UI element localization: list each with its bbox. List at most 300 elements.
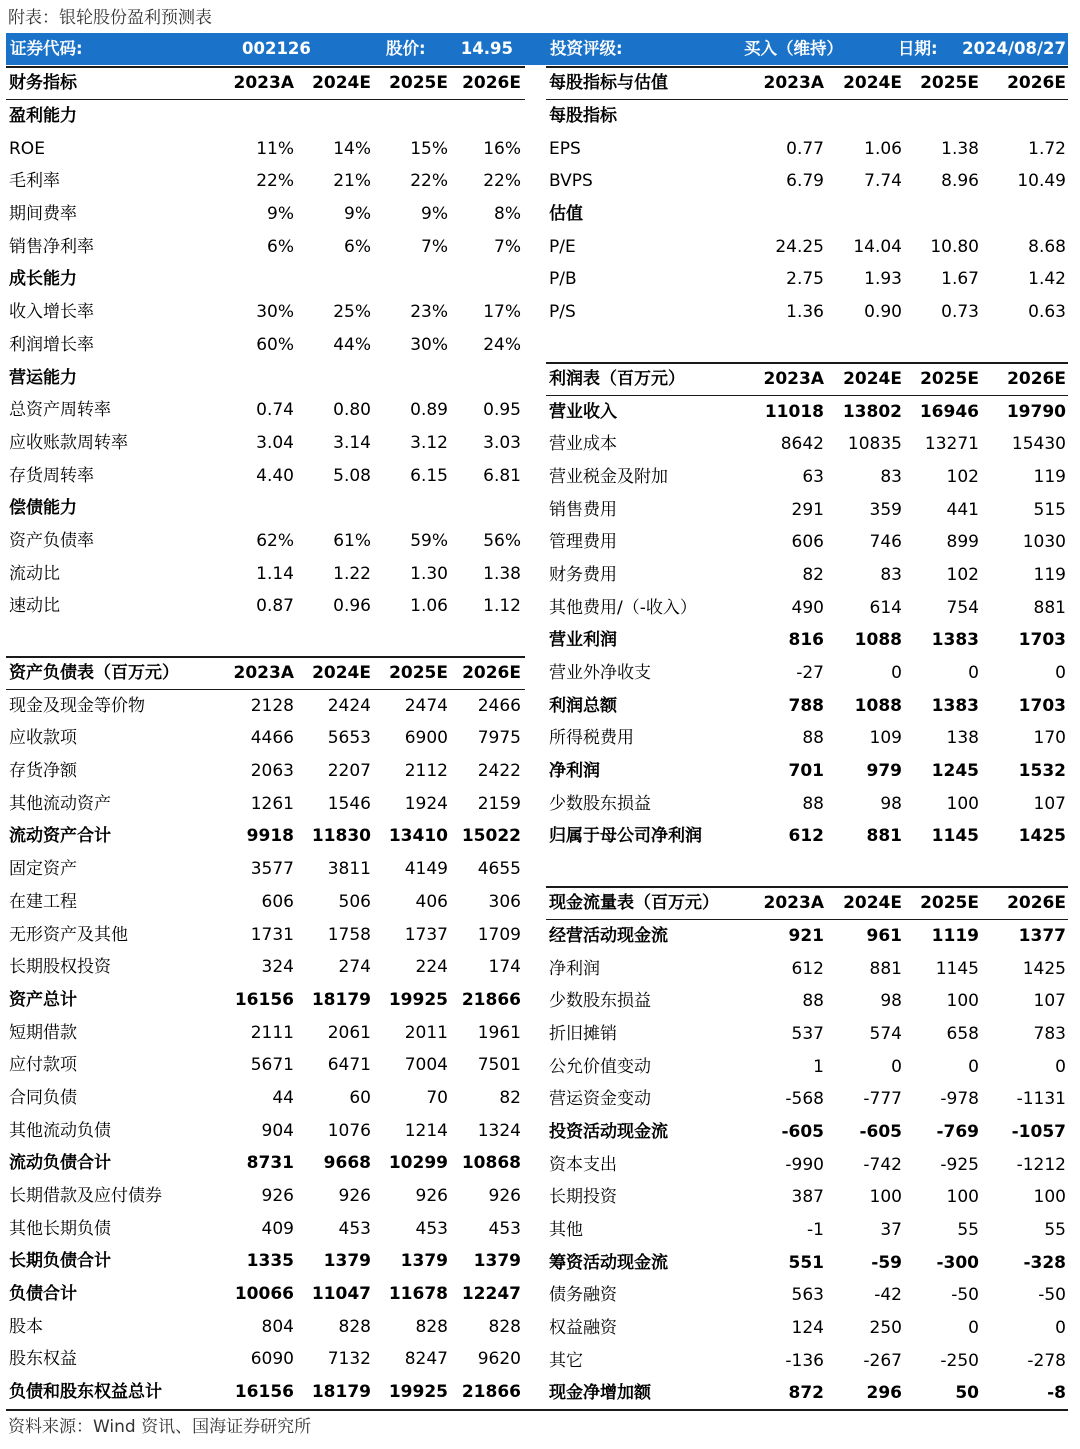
cell-col-3: 138	[946, 728, 979, 749]
investment-rating: 买入（维持）	[744, 39, 843, 58]
table-row	[546, 428, 1068, 461]
cell-col-4: 1379	[473, 1251, 521, 1272]
cell-col-4: 100	[1033, 1187, 1066, 1208]
cell-col-3: 30%	[410, 334, 448, 355]
cell-col-4: 7%	[494, 236, 521, 257]
table-row	[546, 592, 1068, 625]
cell-col-1: 44	[272, 1087, 294, 1108]
table-row	[546, 1083, 1068, 1116]
table-row	[546, 920, 1068, 953]
row-label: 合同负债	[9, 1087, 77, 1108]
row-label: 所得税费用	[549, 728, 634, 749]
cell-col-3: 0	[968, 1318, 979, 1339]
cell-col-1: -1	[807, 1220, 824, 1240]
cell-col-4: 19790	[1006, 401, 1066, 422]
table-row	[6, 1082, 525, 1115]
row-label: 现金流量表（百万元）	[549, 892, 719, 913]
table-row	[6, 165, 525, 198]
cell-col-3: -300	[936, 1252, 979, 1273]
table-header-row	[546, 362, 1068, 396]
cell-col-3: 13271	[924, 434, 979, 455]
cell-col-2: 828	[338, 1316, 371, 1337]
cell-col-4: 16%	[483, 138, 521, 159]
cell-col-1: 606	[791, 532, 824, 553]
cell-col-2: 2424	[327, 695, 371, 716]
spacer-row	[546, 853, 1068, 886]
cell-col-4: 2026E	[462, 73, 521, 93]
cell-col-1: 1731	[250, 924, 294, 945]
cell-col-1: 10066	[234, 1284, 294, 1305]
row-label: 长期投资	[549, 1187, 617, 1208]
section-row	[6, 263, 525, 296]
row-label: 股东权益	[9, 1349, 77, 1370]
cell-col-4: 107	[1033, 991, 1066, 1012]
table-row	[6, 590, 525, 623]
cell-col-2: -59	[871, 1252, 902, 1273]
cell-col-1: -605	[781, 1121, 824, 1142]
cell-col-1: 612	[788, 826, 824, 847]
table-row	[546, 461, 1068, 494]
cell-col-2: 10835	[847, 434, 902, 455]
row-label: 应收款项	[9, 728, 77, 749]
row-label: 流动比	[9, 563, 60, 584]
cell-col-1: 490	[791, 597, 824, 618]
cell-col-1: 3.04	[256, 432, 294, 453]
cell-col-4: -328	[1023, 1252, 1066, 1273]
row-label: 长期借款及应付债券	[9, 1186, 162, 1206]
cell-col-3: 100	[946, 991, 979, 1012]
row-label: 存货周转率	[9, 465, 94, 486]
cell-col-1: 926	[261, 1186, 294, 1206]
cell-col-1: 387	[791, 1187, 824, 1208]
cell-col-1: 60%	[256, 334, 294, 355]
row-label: 利润总额	[549, 695, 617, 716]
cell-col-1: 904	[261, 1120, 294, 1141]
cell-col-2: 5653	[327, 728, 371, 749]
cell-col-1: 88	[802, 793, 824, 814]
row-label: 经营活动现金流	[549, 925, 668, 946]
cell-col-1: 2128	[250, 695, 294, 716]
cell-col-2: 13802	[842, 401, 902, 422]
row-label: 其它	[549, 1350, 583, 1371]
cell-col-2: 83	[880, 466, 902, 487]
cell-col-1: 4466	[250, 728, 294, 749]
cell-col-1: 2063	[250, 761, 294, 782]
cell-col-1: 6%	[267, 236, 294, 257]
cell-col-3: 1214	[404, 1120, 448, 1141]
row-label: P/B	[549, 269, 577, 290]
cell-col-2: 3811	[327, 859, 371, 880]
cell-col-2: 614	[869, 597, 902, 618]
cell-col-2: -42	[874, 1285, 902, 1306]
cell-col-1: 788	[788, 695, 824, 716]
row-label: 净利润	[549, 761, 600, 782]
cell-col-3: -978	[940, 1089, 979, 1110]
cell-col-3: 2474	[404, 695, 448, 716]
cell-col-4: 2026E	[462, 662, 521, 683]
cell-col-4: -8	[1047, 1383, 1066, 1404]
row-label: 其他长期负债	[9, 1218, 111, 1239]
table-row	[6, 1343, 525, 1376]
cell-col-4: 55	[1044, 1220, 1066, 1240]
row-label: P/S	[549, 302, 576, 323]
cell-col-4: -278	[1027, 1350, 1066, 1371]
cell-col-1: 409	[261, 1218, 294, 1239]
table-row	[6, 919, 525, 952]
cell-col-1: 612	[791, 958, 824, 979]
table-row	[6, 1017, 525, 1050]
cell-col-2: 83	[880, 564, 902, 585]
table-row	[6, 1245, 525, 1278]
table-row	[546, 296, 1068, 329]
cell-col-3: 19925	[388, 989, 448, 1010]
cell-col-1: 0.87	[256, 596, 294, 617]
table-row	[546, 165, 1068, 198]
row-label: 营业利润	[549, 630, 617, 651]
cell-col-2: 574	[869, 1023, 902, 1044]
cell-col-2: 0.80	[333, 400, 371, 421]
table-row	[546, 788, 1068, 821]
cell-col-2: 1076	[327, 1120, 371, 1141]
table-caption: 附表：银轮股份盈利预测表	[8, 8, 212, 28]
row-label: 其他	[549, 1220, 583, 1240]
row-label: 少数股东损益	[549, 793, 651, 814]
cell-col-3: 2025E	[389, 73, 448, 93]
cell-col-2: 2207	[327, 761, 371, 782]
row-label: 每股指标与估值	[549, 73, 668, 93]
row-label: 权益融资	[549, 1318, 617, 1339]
table-row	[6, 133, 525, 166]
section-row	[546, 198, 1068, 231]
cell-col-2: 881	[866, 826, 902, 847]
cell-col-2: 98	[880, 793, 902, 814]
row-label: 销售净利率	[9, 236, 94, 257]
cell-col-2: 1758	[327, 924, 371, 945]
row-label: 长期股权投资	[9, 957, 111, 978]
row-label: 营业收入	[549, 401, 617, 422]
stock-code: 002126	[242, 39, 311, 58]
cell-col-3: -50	[951, 1285, 979, 1306]
row-label: 少数股东损益	[549, 991, 651, 1012]
row-label: 盈利能力	[9, 106, 77, 126]
cell-col-1: 11%	[256, 138, 294, 159]
cell-col-1: -27	[796, 663, 824, 683]
cell-col-1: 1	[813, 1056, 824, 1077]
cell-col-3: 13410	[388, 826, 448, 847]
cell-col-4: 1.38	[483, 563, 521, 584]
row-label: 毛利率	[9, 171, 60, 192]
row-label: EPS	[549, 138, 581, 159]
cell-col-4: 15430	[1011, 434, 1066, 455]
cell-col-2: 1546	[327, 793, 371, 814]
row-label: 收入增长率	[9, 302, 94, 323]
cell-col-3: 1145	[931, 826, 979, 847]
table-row	[6, 984, 525, 1017]
row-label: 营业外净收支	[549, 663, 651, 683]
table-row	[6, 394, 525, 427]
cell-col-3: 9%	[421, 204, 448, 225]
table-row	[546, 820, 1068, 853]
cell-col-4: 24%	[483, 334, 521, 355]
row-label: ROE	[9, 138, 45, 159]
cell-col-4: 1324	[477, 1120, 521, 1141]
cell-col-1: 22%	[256, 171, 294, 192]
cell-col-1: 921	[788, 925, 824, 946]
cell-col-3: 1737	[404, 924, 448, 945]
row-label: 管理费用	[549, 532, 617, 553]
cell-col-1: 4.40	[256, 465, 294, 486]
cell-col-1: 1.36	[786, 302, 824, 323]
row-label: 速动比	[9, 596, 60, 617]
section-row	[6, 492, 525, 525]
cell-col-2: 100	[869, 1187, 902, 1208]
cell-col-4: 21866	[461, 989, 521, 1010]
cell-col-3: 7004	[404, 1055, 448, 1076]
table-row	[546, 690, 1068, 723]
cell-col-4: 174	[488, 957, 521, 978]
cell-col-1: 2.75	[786, 269, 824, 290]
cell-col-3: 224	[415, 957, 448, 978]
cell-col-1: 16156	[234, 1382, 294, 1403]
row-label: 折旧摊销	[549, 1023, 617, 1044]
row-label: 股本	[9, 1316, 43, 1337]
row-label: 总资产周转率	[9, 400, 111, 421]
cell-col-2: 961	[866, 925, 902, 946]
cell-col-4: 2159	[477, 793, 521, 814]
cell-col-1: 0.77	[786, 138, 824, 159]
table-row	[6, 1376, 525, 1409]
cell-col-3: 1379	[400, 1251, 448, 1272]
cell-col-2: 2024E	[843, 368, 902, 389]
cell-col-4: 8.68	[1028, 236, 1066, 257]
row-label: 资产负债率	[9, 530, 94, 551]
cell-col-3: 406	[415, 891, 448, 912]
cell-col-4: 3.03	[483, 432, 521, 453]
cell-col-3: 2011	[404, 1022, 448, 1043]
table-row	[546, 559, 1068, 592]
cell-col-3: 23%	[410, 302, 448, 323]
cell-col-3: 0	[968, 663, 979, 683]
row-label: BVPS	[549, 171, 593, 192]
cell-col-3: 4149	[404, 859, 448, 880]
cell-col-3: 1245	[931, 761, 979, 782]
table-row	[6, 329, 525, 362]
cell-col-3: 1.67	[941, 269, 979, 290]
table-row	[6, 820, 525, 853]
cell-col-2: 60	[349, 1087, 371, 1108]
table-row	[546, 494, 1068, 527]
cell-col-1: 816	[788, 630, 824, 651]
table-row	[546, 1116, 1068, 1149]
cell-col-1: 3577	[250, 859, 294, 880]
row-label: 现金净增加额	[549, 1383, 651, 1404]
cell-col-1: 9%	[267, 204, 294, 225]
report-date: 2024/08/27	[962, 39, 1066, 58]
cell-col-4: 0.95	[483, 400, 521, 421]
cell-col-3: 100	[946, 793, 979, 814]
cell-col-3: 10.80	[930, 236, 979, 257]
row-label: 资本支出	[549, 1154, 617, 1175]
cell-col-2: 5.08	[333, 465, 371, 486]
cell-col-4: 0	[1055, 663, 1066, 683]
table-row	[6, 558, 525, 591]
cell-col-1: -990	[785, 1154, 824, 1175]
table-row	[6, 1213, 525, 1246]
cell-col-3: 6900	[404, 728, 448, 749]
cell-col-2: 11830	[311, 826, 371, 847]
cell-col-1: 1335	[246, 1251, 294, 1272]
row-label: 营业税金及附加	[549, 466, 668, 487]
cell-col-3: 1.30	[410, 563, 448, 584]
table-row	[546, 1312, 1068, 1345]
cell-col-4: 1.42	[1028, 269, 1066, 290]
row-label: 应付款项	[9, 1055, 77, 1076]
table-row	[546, 1149, 1068, 1182]
cell-col-3: 19925	[388, 1382, 448, 1403]
cell-col-3: 7%	[421, 236, 448, 257]
cell-col-2: 109	[869, 728, 902, 749]
table-row	[6, 296, 525, 329]
cell-col-2: 9668	[323, 1153, 371, 1174]
cell-col-2: 746	[869, 532, 902, 553]
cell-col-2: 0	[891, 1056, 902, 1077]
cell-col-1: -136	[785, 1350, 824, 1371]
cell-col-1: 2111	[250, 1022, 294, 1043]
cell-col-2: 1.22	[333, 563, 371, 584]
cell-col-4: 17%	[483, 302, 521, 323]
cell-col-4: 119	[1033, 466, 1066, 487]
cell-col-3: 100	[946, 1187, 979, 1208]
cell-col-4: -1131	[1016, 1089, 1066, 1110]
cell-col-3: 1924	[404, 793, 448, 814]
cell-col-2: 926	[338, 1186, 371, 1206]
row-label: 现金及现金等价物	[9, 695, 145, 716]
cell-col-1: 88	[802, 991, 824, 1012]
row-label: 营运资金变动	[549, 1089, 651, 1110]
table-row	[546, 526, 1068, 559]
cell-col-4: 828	[488, 1316, 521, 1337]
row-label: 流动负债合计	[9, 1153, 111, 1174]
cell-col-4: 2466	[477, 695, 521, 716]
cell-col-2: 21%	[333, 171, 371, 192]
cell-col-1: 6.79	[786, 171, 824, 192]
cell-col-2: 274	[338, 957, 371, 978]
cell-col-2: 11047	[311, 1284, 371, 1305]
cell-col-3: 1.06	[410, 596, 448, 617]
right-table-panel	[546, 66, 1068, 1410]
cell-col-2: -267	[863, 1350, 902, 1371]
cell-col-1: 2023A	[763, 892, 824, 913]
cell-col-4: 15022	[461, 826, 521, 847]
cell-col-2: 1.06	[864, 138, 902, 159]
cell-col-1: 124	[791, 1318, 824, 1339]
cell-col-2: 296	[866, 1383, 902, 1404]
cell-col-3: -925	[940, 1154, 979, 1175]
cell-col-1: 563	[791, 1285, 824, 1306]
table-row	[6, 427, 525, 460]
table-row	[6, 1147, 525, 1180]
row-label: 每股指标	[549, 106, 617, 126]
row-label: 在建工程	[9, 891, 77, 912]
cell-col-4: 107	[1033, 793, 1066, 814]
cell-col-3: 6.15	[410, 465, 448, 486]
cell-col-3: 453	[415, 1218, 448, 1239]
cell-col-3: 828	[415, 1316, 448, 1337]
row-label: 利润表（百万元）	[549, 368, 685, 389]
cell-col-4: 170	[1033, 728, 1066, 749]
table-row	[546, 1345, 1068, 1378]
cell-col-1: 804	[261, 1316, 294, 1337]
cell-col-1: 16156	[234, 989, 294, 1010]
cell-col-3: 102	[946, 564, 979, 585]
cell-col-2: 14.04	[853, 236, 902, 257]
cell-col-4: 1.12	[483, 596, 521, 617]
cell-col-4: 2026E	[1007, 368, 1066, 389]
cell-col-2: 506	[338, 891, 371, 912]
cell-col-4: 10.49	[1017, 171, 1066, 192]
row-label: 归属于母公司净利润	[549, 826, 702, 847]
cell-col-2: 18179	[311, 989, 371, 1010]
cell-col-2: 1088	[854, 630, 902, 651]
cell-col-1: 11018	[764, 401, 824, 422]
cell-col-3: 55	[957, 1220, 979, 1240]
table-header-row	[6, 66, 525, 100]
cell-col-4: 2026E	[1007, 73, 1066, 93]
cell-col-3: 658	[946, 1023, 979, 1044]
cell-col-2: 979	[866, 761, 902, 782]
cell-col-2: -605	[859, 1121, 902, 1142]
cell-col-1: 324	[261, 957, 294, 978]
cell-col-1: 551	[788, 1252, 824, 1273]
cell-col-2: 2024E	[312, 73, 371, 93]
stock-price: 14.95	[460, 39, 513, 58]
cell-col-1: 30%	[256, 302, 294, 323]
cell-col-4: 306	[488, 891, 521, 912]
cell-col-4: 12247	[461, 1284, 521, 1305]
row-label: 负债合计	[9, 1284, 77, 1305]
table-row	[546, 1279, 1068, 1312]
row-label: 长期负债合计	[9, 1251, 111, 1272]
cell-col-4: 21866	[461, 1382, 521, 1403]
cell-col-2: 359	[869, 499, 902, 520]
table-row	[546, 231, 1068, 264]
price-label: 股价:	[386, 39, 426, 58]
row-label: 销售费用	[549, 499, 617, 520]
cell-col-3: 441	[946, 499, 979, 520]
cell-col-4: 82	[499, 1087, 521, 1108]
table-row	[6, 231, 525, 264]
table-row	[6, 722, 525, 755]
cell-col-2: 9%	[344, 204, 371, 225]
cell-col-4: 119	[1033, 564, 1066, 585]
cell-col-4: -50	[1038, 1285, 1066, 1306]
cell-col-1: 1.14	[256, 563, 294, 584]
cell-col-3: 0.73	[941, 302, 979, 323]
date-label: 日期:	[898, 39, 938, 58]
row-label: 净利润	[549, 958, 600, 979]
cell-col-1: 1261	[250, 793, 294, 814]
table-header-row	[6, 656, 525, 690]
cell-col-2: 7132	[327, 1349, 371, 1370]
cell-col-2: 25%	[333, 302, 371, 323]
cell-col-2: 0.96	[333, 596, 371, 617]
table-row	[6, 1049, 525, 1082]
table-row	[546, 1018, 1068, 1051]
table-row	[6, 1115, 525, 1148]
cell-col-4: 0	[1055, 1056, 1066, 1077]
cell-col-2: 37	[880, 1220, 902, 1240]
row-label: 营业成本	[549, 434, 617, 455]
